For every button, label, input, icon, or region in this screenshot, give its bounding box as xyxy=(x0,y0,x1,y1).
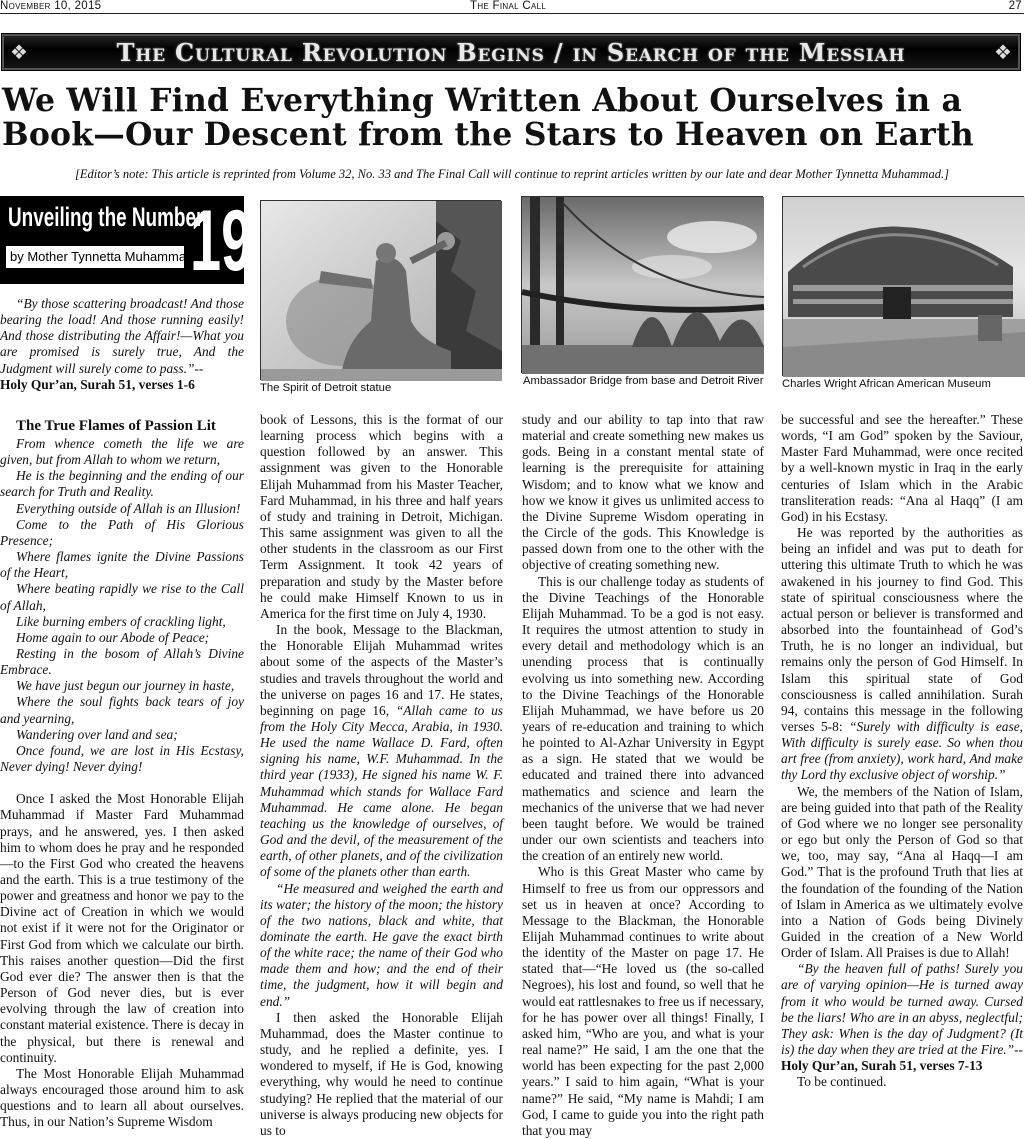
to-be-continued: To be continued. xyxy=(797,1074,887,1090)
poem-line: Where beating rapidly we rise to the Call of Allah, xyxy=(0,581,244,613)
article-column-2 xyxy=(260,412,503,1139)
poem-line: Where the soul fights back tears of joy and yearning, xyxy=(0,694,244,726)
poem-title: The True Flames of Passion Lit xyxy=(16,417,216,434)
body-paragraph: study and our ability to tap into that raw material and create something new makes us gods. Being in a constant mental state of learning is the prerequisite for attaining Wisdom; and to know what we know and how we know it gives us unlimited access to the Divine Supreme Wisdom operating in the Circle of the gods. This Knowledge is passed down from one to the other with the objective of creating something new. xyxy=(522,412,764,573)
ornament-right-icon: ❖ xyxy=(994,40,1012,64)
body-paragraph: book of Lessons, this is the format of our learning process which begins with a question followed by an answer. This assignment was given to the Honorable Elijah Muhammad from his Master Teacher, Fard Muhammad, in his three and half years of study and training in Detroit, Michigan. This same assignment was given to all the other students in the classroom as our First Term Assignment. It took 42 years of preparation and study by the Master before he could make Himself Known to us in America for the first time on July 4, 1930. xyxy=(260,412,503,621)
photo-ambassador-bridge xyxy=(521,196,763,373)
article-column-1 xyxy=(0,296,244,1131)
body-paragraph: This is our challenge today as students of the Divine Teachings of the Honorable Elijah Muhammad. To be a god is not easy. It requires the utmost attention to study in every detail and methodology which is an unending process that is continually evolving us into something new. According to the Divine Teachings of the Honorable Elijah Muhammad, we have before us 20 years of re-education and training to which he pointed to Al-Azhar University in Egypt as a sign. He stated that we would be educated and trained there into advanced mathematics and science and learn the mechanics of the universe that we had never been taught before. We would be trained under our own scientists and teachers into the creation of an entirely new world. xyxy=(522,573,764,864)
poem-line: Wandering over land and sea; xyxy=(16,726,178,742)
headline-line-1: We Will Find Everything Written About Ourselves in a xyxy=(2,82,963,119)
body-paragraph xyxy=(260,622,503,881)
opening-epigraph-reference: Holy Qur’an, Surah 51, verses 1-6 xyxy=(0,376,195,392)
poem-line: Once found, we are lost in His Ecstasy, Never dying! Never dying! xyxy=(0,742,244,775)
poem-line: From whence cometh the life we are given, but from Allah to whom we return, xyxy=(0,435,244,468)
closing-quote-reference: Holy Qur’an, Surah 51, verses 7-13 xyxy=(781,1058,983,1074)
body-paragraph: Who is this Great Master who came by Himself to free us from our oppressors and set us in heaven at once? According to Message to the Blackman, the Honorable Elijah Muhammad continues to write about the identity of the Master on page 17. He stated that—“He loved us (the so-called Negroes), his lost and found, so well that he would eat rattlesnakes to free us if necessary, for he has power over all things! Finally, I asked him, “Who are you, and what is your real name?” He said, I am the one that the world has been expecting for the past 2,000 years.” I said to him again, “What is your name?” He said, “My name is Mahdi; I am God, I came to guide you into the right path that you may xyxy=(522,864,764,1138)
quoted-passage: “Surely with difficulty is ease, With difficulty is surely ease. So when thou art free (from anxiety), work hard, And make thy Lord thy exclusive object of worship.” xyxy=(781,718,1023,783)
headline-line-2: Book—Our Descent from the Stars to Heaven on Earth xyxy=(2,116,974,153)
body-text: In the book, Message to the Blackman, the Honorable Elijah Muhammad writes about some of the aspects of the Master’s studies and travels throughout the world and the universe on pages 16 and 17. He states, beginning on page 16, xyxy=(260,622,503,718)
poem-line: Like burning embers of crackling light, xyxy=(16,613,226,629)
running-head xyxy=(0,0,1024,14)
column-logo-number: 19 xyxy=(190,193,253,289)
quoted-passage: “He measured and weighed the earth and its water; the history of the moon; the history of the two nations, black and white, that dominate the earth. He gave the exact birth of the white race; the name of their God who made them and how; and the end of their time, the judgment, how it will begin and end.” xyxy=(260,880,503,1009)
page-number: 27 xyxy=(1008,0,1022,12)
body-text: He was reported by the authorities as being an infidel and was put to death for uttering this ultimate Truth to which he was awakened in his journey to find God. This state of spiritual consciousness where the actual person or believer is transformed and absorbed into the fountainhead of God’s Truth, he is no longer an individual, but remains only the person of God Himself. In Islam this spiritual state of God consciousness is called annihilation. Surah 94, contains this message in the following verses 5-8: xyxy=(781,525,1023,734)
paper-name: The Final Call xyxy=(470,0,547,12)
quoted-passage: “Allah came to us from the Holy City Mecca, Arabia, in 1930. He used the name Wallace D. Fard, often signing his name, W.F. Muhammad. In the third year (1933), He signed his name W. F. Muhammad which stands for Wallace Fard Muhammad. He came alone. He began teaching us the knowledge of ourselves, of God and the devil, of the measurement of the earth, of other planets, and of the civilization of some of the planets other than earth. xyxy=(260,702,504,880)
body-paragraph: We, the members of the Nation of Islam, are being guided into that path of the Reality of God where we no longer see personality or ego but only the Person of God so that we, too, may say, “Ana al Haqq—I am God.” That is the profound Truth that lies at the foundation of the founding of the Nation of Islam in America as we ultimately evolve into a Nation of Gods being Divinely Guided in the creation of a New World Order of Islam. All Praises is due to Allah! xyxy=(781,783,1023,961)
photo-charles-wright-museum xyxy=(782,196,1024,376)
headline xyxy=(2,84,1024,152)
poem-line: Come to the Path of His Glorious Presence; xyxy=(0,516,244,548)
ornament-left-icon: ❖ xyxy=(10,40,28,64)
closing-quote xyxy=(781,961,1023,1074)
column-logo-byline: by Mother Tynnetta Muhammad xyxy=(10,249,194,264)
poem-line: Where flames ignite the Divine Passions of the Heart, xyxy=(0,549,244,581)
editor-note: [Editor’s note: This article is reprinted from Volume 32, No. 33 and The Final Call will continue to reprint articles written by our late and dear Mother Tynnetta Muhammad.] xyxy=(75,167,949,181)
photo-caption-2: Ambassador Bridge from base and Detroit River xyxy=(523,375,764,387)
photo-spirit-of-detroit xyxy=(260,200,501,380)
poem-line: Resting in the bosom of Allah’s Divine Embrace. xyxy=(0,645,244,678)
opening-epigraph: “By those scattering broadcast! And those bearing the load! And those running easily! And those distributing the Affair!—What you are promised is surely true, And the Judgment will surely come to pass.”-- xyxy=(0,296,244,376)
body-paragraph: Once I asked the Most Honorable Elijah Muhammad if Master Fard Muhammad prays, and he answered, yes. I then asked him to whom does he pray and he responded—to the First God who created the heavens and the earth. This is a true testimony of the power and greatness and honor we pay to the Divine act of Creation in which we would not exist if it were not for the Originator or First God from which we calculate our birth. This raises another question—Did the first God ever die? The answer then is that the Person of God never dies, but is ever evolving through the law of creation into constant material existence. There is decay in the physical, but there is renewal and continuity. xyxy=(0,791,244,1065)
body-paragraph xyxy=(781,525,1023,784)
photo-caption-3: Charles Wright African American Museum xyxy=(782,378,991,390)
body-paragraph: I then asked the Honorable Elijah Muhammad, does the Master continue to study, and he replied a definite, yes. I wondered to myself, if He is God, knowing everything, why would he need to continue studying? He replied that the material of our universe is always producing new objects for us to xyxy=(260,1009,503,1138)
article-column-3 xyxy=(522,412,764,1139)
poem xyxy=(0,436,244,775)
series-banner xyxy=(2,34,1020,70)
column-logo-title: Unveiling the Number xyxy=(8,202,204,232)
issue-date: November 10, 2015 xyxy=(0,0,102,12)
poem-line: We have just begun our journey in haste, xyxy=(16,678,235,694)
body-paragraph: be successful and see the hereafter.” These words, “I am God” spoken by the Saviour, Master Fard Muhammad, were once recited by a well-known mystic in Iraq in the early centuries of Islam which in the Arabic transliteration reads: “Ana al Haqq” (I am God) in his Ecstasy. xyxy=(781,412,1023,524)
poem-line: Everything outside of Allah is an Illusion! xyxy=(16,500,241,516)
column-logo xyxy=(0,193,253,289)
article-column-4 xyxy=(781,412,1023,1091)
body-paragraph: The Most Honorable Elijah Muhammad always encouraged those around him to ask questions and to learn all about ourselves. Thus, in our Nation’s Supreme Wisdom xyxy=(0,1065,244,1130)
series-banner-text: The Cultural Revolution Begins / in Search of the Messiah xyxy=(116,38,906,67)
photo-caption-1: The Spirit of Detroit statue xyxy=(260,382,392,394)
quoted-passage: “By the heaven full of paths! Surely you are of varying opinion—He is turned away from it who would be turned away. Cursed be the liars! Who are in an abyss, neglectful; They ask: When is the day of Judgment? (It is) the day when they are tried at the Fire.”-- xyxy=(781,961,1023,1058)
poem-line: Home again to our Abode of Peace; xyxy=(16,629,210,645)
poem-line: He is the beginning and the ending of our search for Truth and Reality. xyxy=(0,468,244,500)
